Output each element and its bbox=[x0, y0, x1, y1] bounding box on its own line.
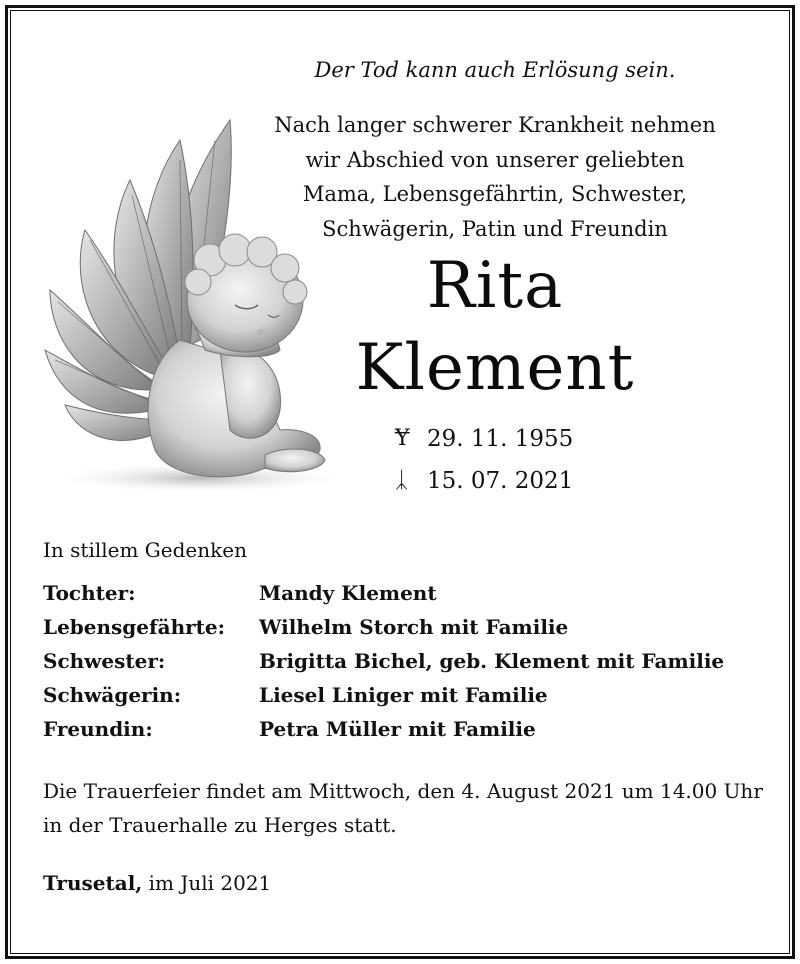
closing-place: Trusetal, bbox=[43, 871, 143, 895]
mourner-relation: Lebensgefährte: bbox=[43, 615, 225, 639]
death-row bbox=[395, 460, 573, 502]
mourner-relation: Tochter: bbox=[43, 581, 136, 605]
deceased-first-name: Rita bbox=[426, 249, 564, 323]
mourner-row bbox=[43, 678, 724, 712]
closing-line bbox=[43, 866, 271, 900]
mourner-relation: Freundin: bbox=[43, 717, 153, 741]
intro-line: Nach langer schwerer Krankheit nehmen bbox=[274, 113, 716, 137]
angel-figurine-icon bbox=[30, 110, 330, 500]
mourner-names: Brigitta Bichel, geb. Klement mit Familie bbox=[259, 649, 725, 673]
birth-rune-icon: Ɏ bbox=[395, 426, 410, 451]
closing-date: im Juli 2021 bbox=[148, 871, 272, 895]
mourner-row bbox=[43, 576, 724, 610]
mourner-row bbox=[43, 644, 724, 678]
mourner-names: Mandy Klement bbox=[259, 581, 437, 605]
mourner-names: Liesel Liniger mit Familie bbox=[259, 683, 548, 707]
mourners-list bbox=[43, 576, 724, 746]
life-dates bbox=[395, 418, 573, 502]
intro-line: wir Abschied von unserer geliebten bbox=[305, 147, 685, 172]
mourners-heading: In stillem Gedenken bbox=[43, 538, 247, 562]
mourner-row bbox=[43, 610, 724, 644]
deceased-last-name: Klement bbox=[355, 331, 635, 405]
mourner-relation: Schwägerin: bbox=[43, 683, 182, 707]
death-rune-icon: ᛣ bbox=[395, 468, 409, 493]
intro-line: Schwägerin, Patin und Freundin bbox=[322, 216, 668, 241]
motto: Der Tod kann auch Erlösung sein. bbox=[314, 58, 676, 82]
birth-row bbox=[395, 418, 573, 460]
ceremony-info: Die Trauerfeier findet am Mittwoch, den 4. August 2021 um 14.00 Uhr in der Trauerhalle zu Herges statt. bbox=[43, 779, 763, 837]
mourner-names: Wilhelm Storch mit Familie bbox=[259, 615, 569, 639]
mourner-relation: Schwester: bbox=[43, 649, 166, 673]
birth-date: 29. 11. 1955 bbox=[427, 426, 574, 452]
death-date: 15. 07. 2021 bbox=[427, 468, 574, 494]
mourner-row bbox=[43, 712, 724, 746]
mourner-names: Petra Müller mit Familie bbox=[259, 717, 536, 741]
intro-line: Mama, Lebensgefährtin, Schwester, bbox=[302, 182, 688, 206]
